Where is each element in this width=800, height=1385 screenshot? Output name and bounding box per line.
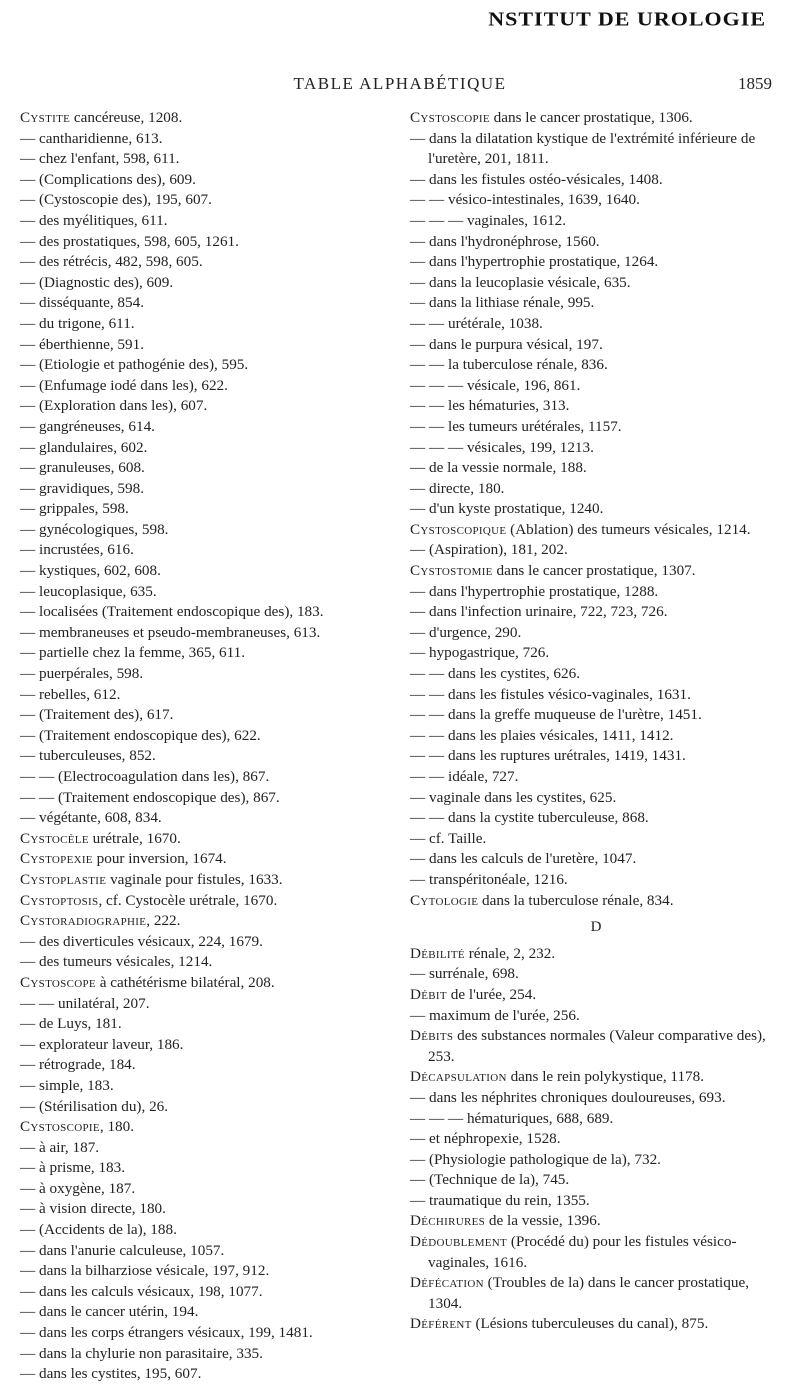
index-entry (20, 190, 392, 211)
entry-headword: Cystoplastie (20, 870, 107, 888)
index-entry (410, 964, 782, 985)
index-entry (410, 1170, 782, 1191)
index-entry (20, 952, 392, 973)
index-entry (20, 1364, 392, 1385)
entry-text: — dans les calculs de l'uretère, 1047. (410, 850, 637, 868)
entry-text: — à vision directe, 180. (20, 1200, 166, 1218)
entry-text: — dans l'hydronéphrose, 1560. (410, 232, 600, 250)
index-entry (20, 232, 392, 253)
index-entry (410, 1006, 782, 1027)
entry-text: — granuleuses, 608. (20, 459, 145, 477)
entry-text: — (Technique de la), 745. (410, 1171, 570, 1189)
index-entry (410, 944, 782, 965)
index-entry (20, 664, 392, 685)
index-entry (20, 1220, 392, 1241)
entry-text: — dans la bilharziose vésicale, 197, 912. (20, 1262, 270, 1280)
page-number: 1859 (738, 74, 772, 93)
index-entry (410, 1109, 782, 1130)
index-entry (410, 1191, 782, 1212)
index-entry (20, 1323, 392, 1344)
entry-text: — transpéritonéale, 1216. (410, 870, 568, 888)
index-entry (410, 520, 782, 541)
entry-text: — gangréneuses, 614. (20, 417, 155, 435)
index-entry (20, 211, 392, 232)
entry-text: — (Aspiration), 181, 202. (410, 541, 568, 559)
index-entry (20, 932, 392, 953)
entry-text: — du trigone, 611. (20, 314, 135, 332)
index-entry (410, 129, 782, 170)
index-entry (20, 396, 392, 417)
entry-text: — glandulaires, 602. (20, 438, 148, 456)
index-entry (20, 1097, 392, 1118)
entry-text: — partielle chez la femme, 365, 611. (20, 644, 246, 662)
index-column-left (20, 108, 392, 1385)
entry-headword: Cystopexie (20, 850, 93, 868)
index-entry (20, 705, 392, 726)
entry-text: — surrénale, 698. (410, 965, 519, 983)
entry-headword: Cystoscopie (20, 1118, 100, 1136)
entry-text: à cathétérisme bilatéral, 208. (95, 973, 275, 991)
entry-text: — dans l'infection urinaire, 722, 723, 726. (410, 603, 668, 621)
entry-text: des substances normales (Valeur comparative des), 253. (428, 1027, 766, 1065)
index-entry (410, 1129, 782, 1150)
index-entry (410, 1273, 782, 1314)
index-entry (20, 520, 392, 541)
index-entry (410, 705, 782, 726)
index-entry (410, 767, 782, 788)
entry-text: — disséquante, 854. (20, 294, 145, 312)
entry-text: — — dans les fistules vésico-vaginales, 1631. (410, 685, 691, 703)
entry-text: — dans les néphrites chroniques douloureuses, 693. (410, 1088, 726, 1106)
page-title: TABLE ALPHABÉTIQUE (293, 74, 507, 93)
entry-text: dans le rein polykystique, 1178. (506, 1068, 705, 1086)
entry-text: — — (Traitement endoscopique des), 867. (20, 788, 280, 806)
entry-text: — gravidiques, 598. (20, 479, 145, 497)
index-entry (410, 335, 782, 356)
entry-headword: Cystoscopique (410, 520, 507, 538)
entry-headword: Débit (410, 985, 447, 1003)
entry-text: — — la tuberculose rénale, 836. (410, 356, 608, 374)
index-entry (410, 540, 782, 561)
entry-text: — dans la lithiase rénale, 995. (410, 294, 595, 312)
entry-text: — hypogastrique, 726. (410, 644, 550, 662)
entry-text: urétrale, 1670. (88, 829, 181, 847)
entry-text: — (Traitement endoscopique des), 622. (20, 726, 261, 744)
entry-text: — (Etiologie et pathogénie des), 595. (20, 356, 249, 374)
entry-text: — dans l'anurie calculeuse, 1057. (20, 1241, 225, 1259)
entry-text: — — — vaginales, 1612. (410, 211, 567, 229)
index-entry (20, 561, 392, 582)
entry-text: — rebelles, 612. (20, 685, 121, 703)
index-entry (20, 1035, 392, 1056)
entry-headword: Cystoradiographie (20, 912, 147, 930)
index-entry (20, 376, 392, 397)
index-entry (410, 726, 782, 747)
index-entry (410, 108, 782, 129)
index-entry (20, 499, 392, 520)
index-entry (20, 788, 392, 809)
entry-text: — dans les cystites, 195, 607. (20, 1365, 202, 1383)
entry-text: — traumatique du rein, 1355. (410, 1191, 590, 1209)
entry-text: — — dans la cystite tuberculeuse, 868. (410, 809, 649, 827)
entry-headword: Décapsulation (410, 1068, 507, 1086)
index-entry (20, 1302, 392, 1323)
index-entry (410, 252, 782, 273)
index-entry (20, 1138, 392, 1159)
entry-text: — — dans les plaies vésicales, 1411, 1412. (410, 726, 674, 744)
entry-text: — (Complications des), 609. (20, 170, 196, 188)
entry-text: — dans l'hypertrophie prostatique, 1288. (410, 582, 659, 600)
index-entry (20, 746, 392, 767)
entry-headword: Déférent (410, 1315, 472, 1333)
entry-text: — — — hématuriques, 688, 689. (410, 1109, 614, 1127)
entry-text: — dans la dilatation kystique de l'extrémité inférieure de l'uretère, 201, 1811. (410, 129, 756, 168)
entry-text: de la vessie, 1396. (485, 1212, 601, 1230)
index-entry (410, 499, 782, 520)
entry-text: — cf. Taille. (410, 829, 487, 847)
entry-text: — directe, 180. (410, 479, 505, 497)
index-entry (20, 808, 392, 829)
index-entry (20, 891, 392, 912)
index-entry (20, 129, 392, 150)
entry-text: — d'urgence, 290. (410, 623, 522, 641)
index-entry (20, 273, 392, 294)
entry-headword: Cystite (20, 109, 71, 126)
entry-headword: Débits (410, 1027, 454, 1045)
index-entry (410, 849, 782, 870)
entry-text: — simple, 183. (20, 1076, 114, 1094)
entry-text: — des diverticules vésicaux, 224, 1679. (20, 932, 263, 950)
entry-text: cancéreuse, 1208. (70, 109, 183, 126)
entry-text: — incrustées, 616. (20, 541, 134, 559)
index-entry (410, 685, 782, 706)
entry-headword: Dédoublement (410, 1233, 508, 1251)
entry-text: (Troubles de la) dans le cancer prostatique, 1304. (428, 1274, 749, 1312)
entry-text: — éberthienne, 591. (20, 335, 144, 353)
entry-text: — dans le cancer utérin, 194. (20, 1303, 199, 1321)
index-entry (410, 1150, 782, 1171)
entry-headword: Cystoptosis (20, 891, 99, 909)
entry-text: — membraneuses et pseudo-membraneuses, 613. (20, 623, 321, 641)
index-column-right (410, 108, 782, 1335)
entry-text: — — — vésicales, 199, 1213. (410, 438, 594, 456)
entry-text: — tuberculeuses, 852. (20, 747, 156, 765)
entry-headword: Cytologie (410, 891, 479, 909)
index-entry (410, 211, 782, 232)
entry-text: — dans l'hypertrophie prostatique, 1264. (410, 253, 659, 271)
entry-text: — dans les calculs vésicaux, 198, 1077. (20, 1282, 263, 1300)
entry-text: — chez l'enfant, 598, 611. (20, 150, 180, 168)
entry-text: — — (Electrocoagulation dans les), 867. (20, 768, 270, 785)
index-entry (410, 788, 782, 809)
entry-text: — gynécologiques, 598. (20, 520, 169, 538)
index-entry (20, 479, 392, 500)
entry-text: — de la vessie normale, 188. (410, 459, 587, 477)
entry-headword: Défécation (410, 1274, 484, 1292)
index-entry (410, 1026, 782, 1067)
entry-text: — — — vésicale, 196, 861. (410, 376, 581, 394)
index-entry (410, 355, 782, 376)
index-entry (20, 1241, 392, 1262)
entry-text: — des rétrécis, 482, 598, 605. (20, 253, 203, 271)
entry-text: — — unilatéral, 207. (20, 994, 150, 1012)
entry-text: dans le cancer prostatique, 1306. (489, 109, 693, 126)
index-entry (20, 1158, 392, 1179)
index-entry (20, 335, 392, 356)
index-entry (410, 561, 782, 582)
entry-headword: Cystostomie (410, 562, 493, 580)
entry-text: — (Accidents de la), 188. (20, 1221, 177, 1239)
index-entry (410, 582, 782, 603)
entry-text: rénale, 2, 232. (464, 944, 556, 962)
index-entry (20, 602, 392, 623)
index-entry (410, 891, 782, 912)
entry-text: — grippales, 598. (20, 500, 129, 518)
entry-headword: Débilité (410, 944, 465, 962)
index-entry (410, 314, 782, 335)
entry-text: , 180. (99, 1118, 135, 1136)
index-entry (20, 149, 392, 170)
entry-text: — à air, 187. (20, 1138, 100, 1156)
index-entry (410, 1232, 782, 1273)
index-entry (410, 376, 782, 397)
index-entry (410, 1211, 782, 1232)
index-entry (20, 1055, 392, 1076)
entry-text: — et néphropexie, 1528. (410, 1130, 561, 1148)
entry-text: — (Cystoscopie des), 195, 607. (20, 191, 212, 209)
index-entry (20, 458, 392, 479)
index-entry (410, 438, 782, 459)
index-entry (20, 1117, 392, 1138)
index-entry (410, 1314, 782, 1335)
entry-text: — des myélitiques, 611. (20, 211, 168, 229)
entry-text: — (Stérilisation du), 26. (20, 1097, 169, 1115)
index-entry (410, 190, 782, 211)
index-entry (20, 994, 392, 1015)
entry-text: — — les hématuries, 313. (410, 397, 570, 415)
index-entry (410, 602, 782, 623)
index-entry (20, 685, 392, 706)
entry-headword: Cystocèle (20, 829, 89, 847)
entry-text: — dans les corps étrangers vésicaux, 199, 1481. (20, 1324, 313, 1342)
index-entry (20, 849, 392, 870)
entry-text: — végétante, 608, 834. (20, 809, 162, 827)
index-entry (20, 1199, 392, 1220)
entry-text: — rétrograde, 184. (20, 1056, 136, 1074)
index-entry (410, 870, 782, 891)
entry-text: — localisées (Traitement endoscopique des), 183. (20, 603, 324, 621)
entry-text: — — idéale, 727. (410, 768, 519, 785)
index-entry (20, 1076, 392, 1097)
entry-text: — (Physiologie pathologique de la), 732. (410, 1150, 661, 1168)
index-entry (20, 911, 392, 932)
index-entry (410, 170, 782, 191)
index-entry (410, 396, 782, 417)
entry-text: , cf. Cystocèle urétrale, 1670. (98, 891, 278, 909)
library-stamp: NSTITUT DE UROLOGIE (488, 7, 766, 30)
index-entry (20, 540, 392, 561)
entry-text: dans le cancer prostatique, 1307. (492, 562, 696, 580)
entry-text: — leucoplasique, 635. (20, 582, 157, 600)
index-entry (20, 870, 392, 891)
entry-text: — dans les fistules ostéo-vésicales, 1408. (410, 170, 663, 188)
index-entry (20, 643, 392, 664)
entry-text: de l'urée, 254. (446, 985, 537, 1003)
index-entry (20, 623, 392, 644)
entry-text: — (Exploration dans les), 607. (20, 397, 208, 415)
index-entry (20, 314, 392, 335)
index-entry (410, 1067, 782, 1088)
entry-text: — dans la chylurie non parasitaire, 335. (20, 1344, 263, 1362)
entry-text: — kystiques, 602, 608. (20, 562, 161, 580)
entry-text: — (Traitement des), 617. (20, 706, 174, 724)
index-entry (20, 726, 392, 747)
entry-text: — explorateur laveur, 186. (20, 1035, 184, 1053)
entry-text: — — dans les cystites, 626. (410, 665, 580, 683)
index-entry (410, 417, 782, 438)
index-entry (20, 973, 392, 994)
entry-text: — d'un kyste prostatique, 1240. (410, 500, 604, 518)
entry-text: — vaginale dans les cystites, 625. (410, 788, 617, 806)
index-entry (20, 1282, 392, 1303)
entry-text: — à oxygène, 187. (20, 1179, 136, 1197)
entry-text: (Ablation) des tumeurs vésicales, 1214. (506, 520, 751, 538)
index-entry (410, 1088, 782, 1109)
index-entry (20, 1261, 392, 1282)
index-entry (20, 767, 392, 788)
index-entry (20, 438, 392, 459)
page-header (0, 74, 800, 98)
entry-headword: Cystoscopie (410, 109, 490, 126)
index-entry (20, 170, 392, 191)
entry-text: — — les tumeurs urétérales, 1157. (410, 417, 622, 435)
entry-text: , 222. (146, 912, 181, 930)
index-entry (410, 232, 782, 253)
index-entry (410, 623, 782, 644)
index-entry (410, 273, 782, 294)
entry-text: — des prostatiques, 598, 605, 1261. (20, 232, 239, 250)
entry-text: pour inversion, 1674. (92, 850, 227, 868)
index-entry (410, 479, 782, 500)
entry-text: — à prisme, 183. (20, 1159, 126, 1177)
index-entry (410, 808, 782, 829)
entry-text: — — dans la greffe muqueuse de l'urètre, 1451. (410, 706, 702, 724)
entry-text: dans la tuberculose rénale, 834. (478, 891, 674, 909)
index-entry (410, 293, 782, 314)
entry-text: — maximum de l'urée, 256. (410, 1006, 580, 1024)
section-letter: D (590, 919, 602, 936)
index-entry (20, 829, 392, 850)
index-entry (410, 746, 782, 767)
index-entry (410, 985, 782, 1006)
entry-text: — (Diagnostic des), 609. (20, 273, 174, 291)
entry-text: — cantharidienne, 613. (20, 129, 163, 147)
entry-headword: Cystoscope (20, 973, 96, 991)
index-entry (20, 417, 392, 438)
entry-text: — (Enfumage iodé dans les), 622. (20, 376, 228, 394)
entry-text: — dans le purpura vésical, 197. (410, 335, 603, 353)
entry-text: — dans la leucoplasie vésicale, 635. (410, 273, 631, 291)
entry-text: — — dans les ruptures urétrales, 1419, 1431. (410, 747, 686, 765)
index-entry (20, 293, 392, 314)
index-entry (20, 1014, 392, 1035)
index-entry (20, 355, 392, 376)
entry-text: — des tumeurs vésicales, 1214. (20, 953, 213, 971)
index-entry (20, 1179, 392, 1200)
entry-headword: Déchirures (410, 1212, 486, 1230)
entry-text: — de Luys, 181. (20, 1015, 122, 1033)
index-entry (410, 829, 782, 850)
entry-text: (Procédé du) pour les fistules vésico-vaginales, 1616. (428, 1233, 737, 1271)
entry-text: vaginale pour fistules, 1633. (106, 870, 283, 888)
entry-text: (Lésions tuberculeuses du canal), 875. (471, 1315, 709, 1333)
entry-text: — — vésico-intestinales, 1639, 1640. (410, 191, 640, 209)
index-entry (410, 458, 782, 479)
entry-text: — — urétérale, 1038. (410, 314, 543, 332)
index-entry (20, 582, 392, 603)
index-entry (410, 643, 782, 664)
index-entry (20, 252, 392, 273)
index-entry (20, 108, 392, 129)
entry-text: — puerpérales, 598. (20, 665, 144, 683)
index-entry (410, 664, 782, 685)
